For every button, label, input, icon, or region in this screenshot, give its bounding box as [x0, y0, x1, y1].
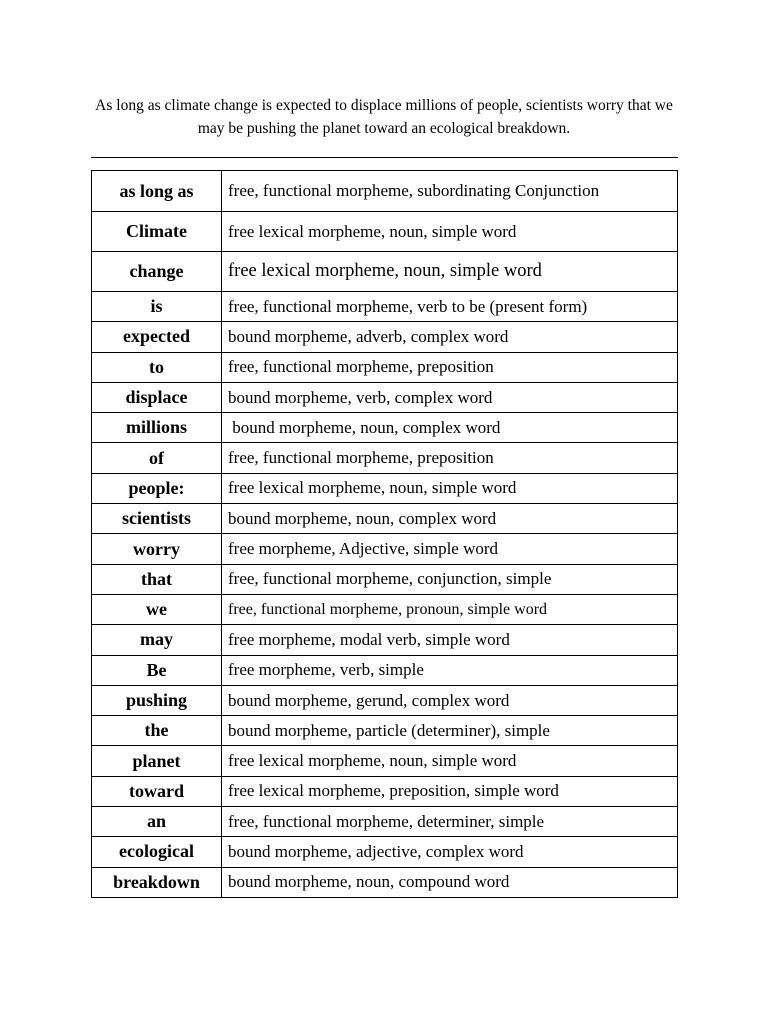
analysis-cell: bound morpheme, noun, compound word [222, 867, 678, 897]
analysis-cell: free, functional morpheme, conjunction, simple [222, 564, 678, 594]
word-cell: expected [92, 322, 222, 352]
analysis-cell: free lexical morpheme, noun, simple word [222, 473, 678, 503]
word-cell: ecological [92, 837, 222, 867]
table-row [92, 746, 678, 776]
analysis-cell: bound morpheme, adjective, complex word [222, 837, 678, 867]
analysis-cell: free lexical morpheme, preposition, simple word [222, 776, 678, 806]
table-row [92, 322, 678, 352]
table-row [92, 867, 678, 897]
analysis-cell: free, functional morpheme, determiner, simple [222, 807, 678, 837]
analysis-cell: free lexical morpheme, noun, simple word [222, 252, 678, 292]
word-cell: Be [92, 655, 222, 685]
word-cell: that [92, 564, 222, 594]
table-row [92, 292, 678, 322]
word-cell: displace [92, 382, 222, 412]
analysis-cell: bound morpheme, particle (determiner), simple [222, 716, 678, 746]
word-cell: to [92, 352, 222, 382]
analysis-cell: bound morpheme, verb, complex word [222, 382, 678, 412]
table-row [92, 382, 678, 412]
table-row [92, 564, 678, 594]
word-cell: scientists [92, 504, 222, 534]
table-row [92, 212, 678, 252]
word-cell: of [92, 443, 222, 473]
table-row [92, 473, 678, 503]
word-cell: an [92, 807, 222, 837]
table-row [92, 655, 678, 685]
word-cell: we [92, 594, 222, 624]
analysis-cell: free morpheme, modal verb, simple word [222, 625, 678, 655]
analysis-cell: bound morpheme, noun, complex word [222, 504, 678, 534]
analysis-cell: free lexical morpheme, noun, simple word [222, 746, 678, 776]
morpheme-analysis-table [91, 170, 678, 898]
table-row [92, 443, 678, 473]
table-row [92, 413, 678, 443]
word-cell: breakdown [92, 867, 222, 897]
analysis-cell: free, functional morpheme, preposition [222, 443, 678, 473]
table-row [92, 837, 678, 867]
horizontal-rule [91, 157, 678, 158]
table-row [92, 504, 678, 534]
analysis-cell: free, functional morpheme, preposition [222, 352, 678, 382]
word-cell: the [92, 716, 222, 746]
word-cell: millions [92, 413, 222, 443]
analysis-cell: free, functional morpheme, subordinating Conjunction [222, 171, 678, 212]
word-cell: planet [92, 746, 222, 776]
analysis-cell: free lexical morpheme, noun, simple word [222, 212, 678, 252]
analysis-cell: free, functional morpheme, pronoun, simple word [222, 594, 678, 624]
table-row [92, 807, 678, 837]
table-row [92, 625, 678, 655]
intro-sentence: As long as climate change is expected to displace millions of people, scientists worry that we may be pushing the planet toward an ecological breakdown. [95, 97, 673, 137]
word-cell: worry [92, 534, 222, 564]
word-cell: Climate [92, 212, 222, 252]
table-row [92, 352, 678, 382]
analysis-cell: bound morpheme, gerund, complex word [222, 685, 678, 715]
table-row [92, 685, 678, 715]
analysis-cell: free, functional morpheme, verb to be (present form) [222, 292, 678, 322]
table-row [92, 776, 678, 806]
table-row [92, 252, 678, 292]
word-cell: pushing [92, 685, 222, 715]
word-cell: people: [92, 473, 222, 503]
word-cell: as long as [92, 171, 222, 212]
analysis-cell: bound morpheme, noun, complex word [222, 413, 678, 443]
word-cell: is [92, 292, 222, 322]
word-cell: may [92, 625, 222, 655]
word-cell: toward [92, 776, 222, 806]
table-row [92, 594, 678, 624]
table-row [92, 716, 678, 746]
analysis-cell: bound morpheme, adverb, complex word [222, 322, 678, 352]
table-row [92, 534, 678, 564]
analysis-cell: free morpheme, verb, simple [222, 655, 678, 685]
analysis-cell: free morpheme, Adjective, simple word [222, 534, 678, 564]
word-cell: change [92, 252, 222, 292]
table-row [92, 171, 678, 212]
